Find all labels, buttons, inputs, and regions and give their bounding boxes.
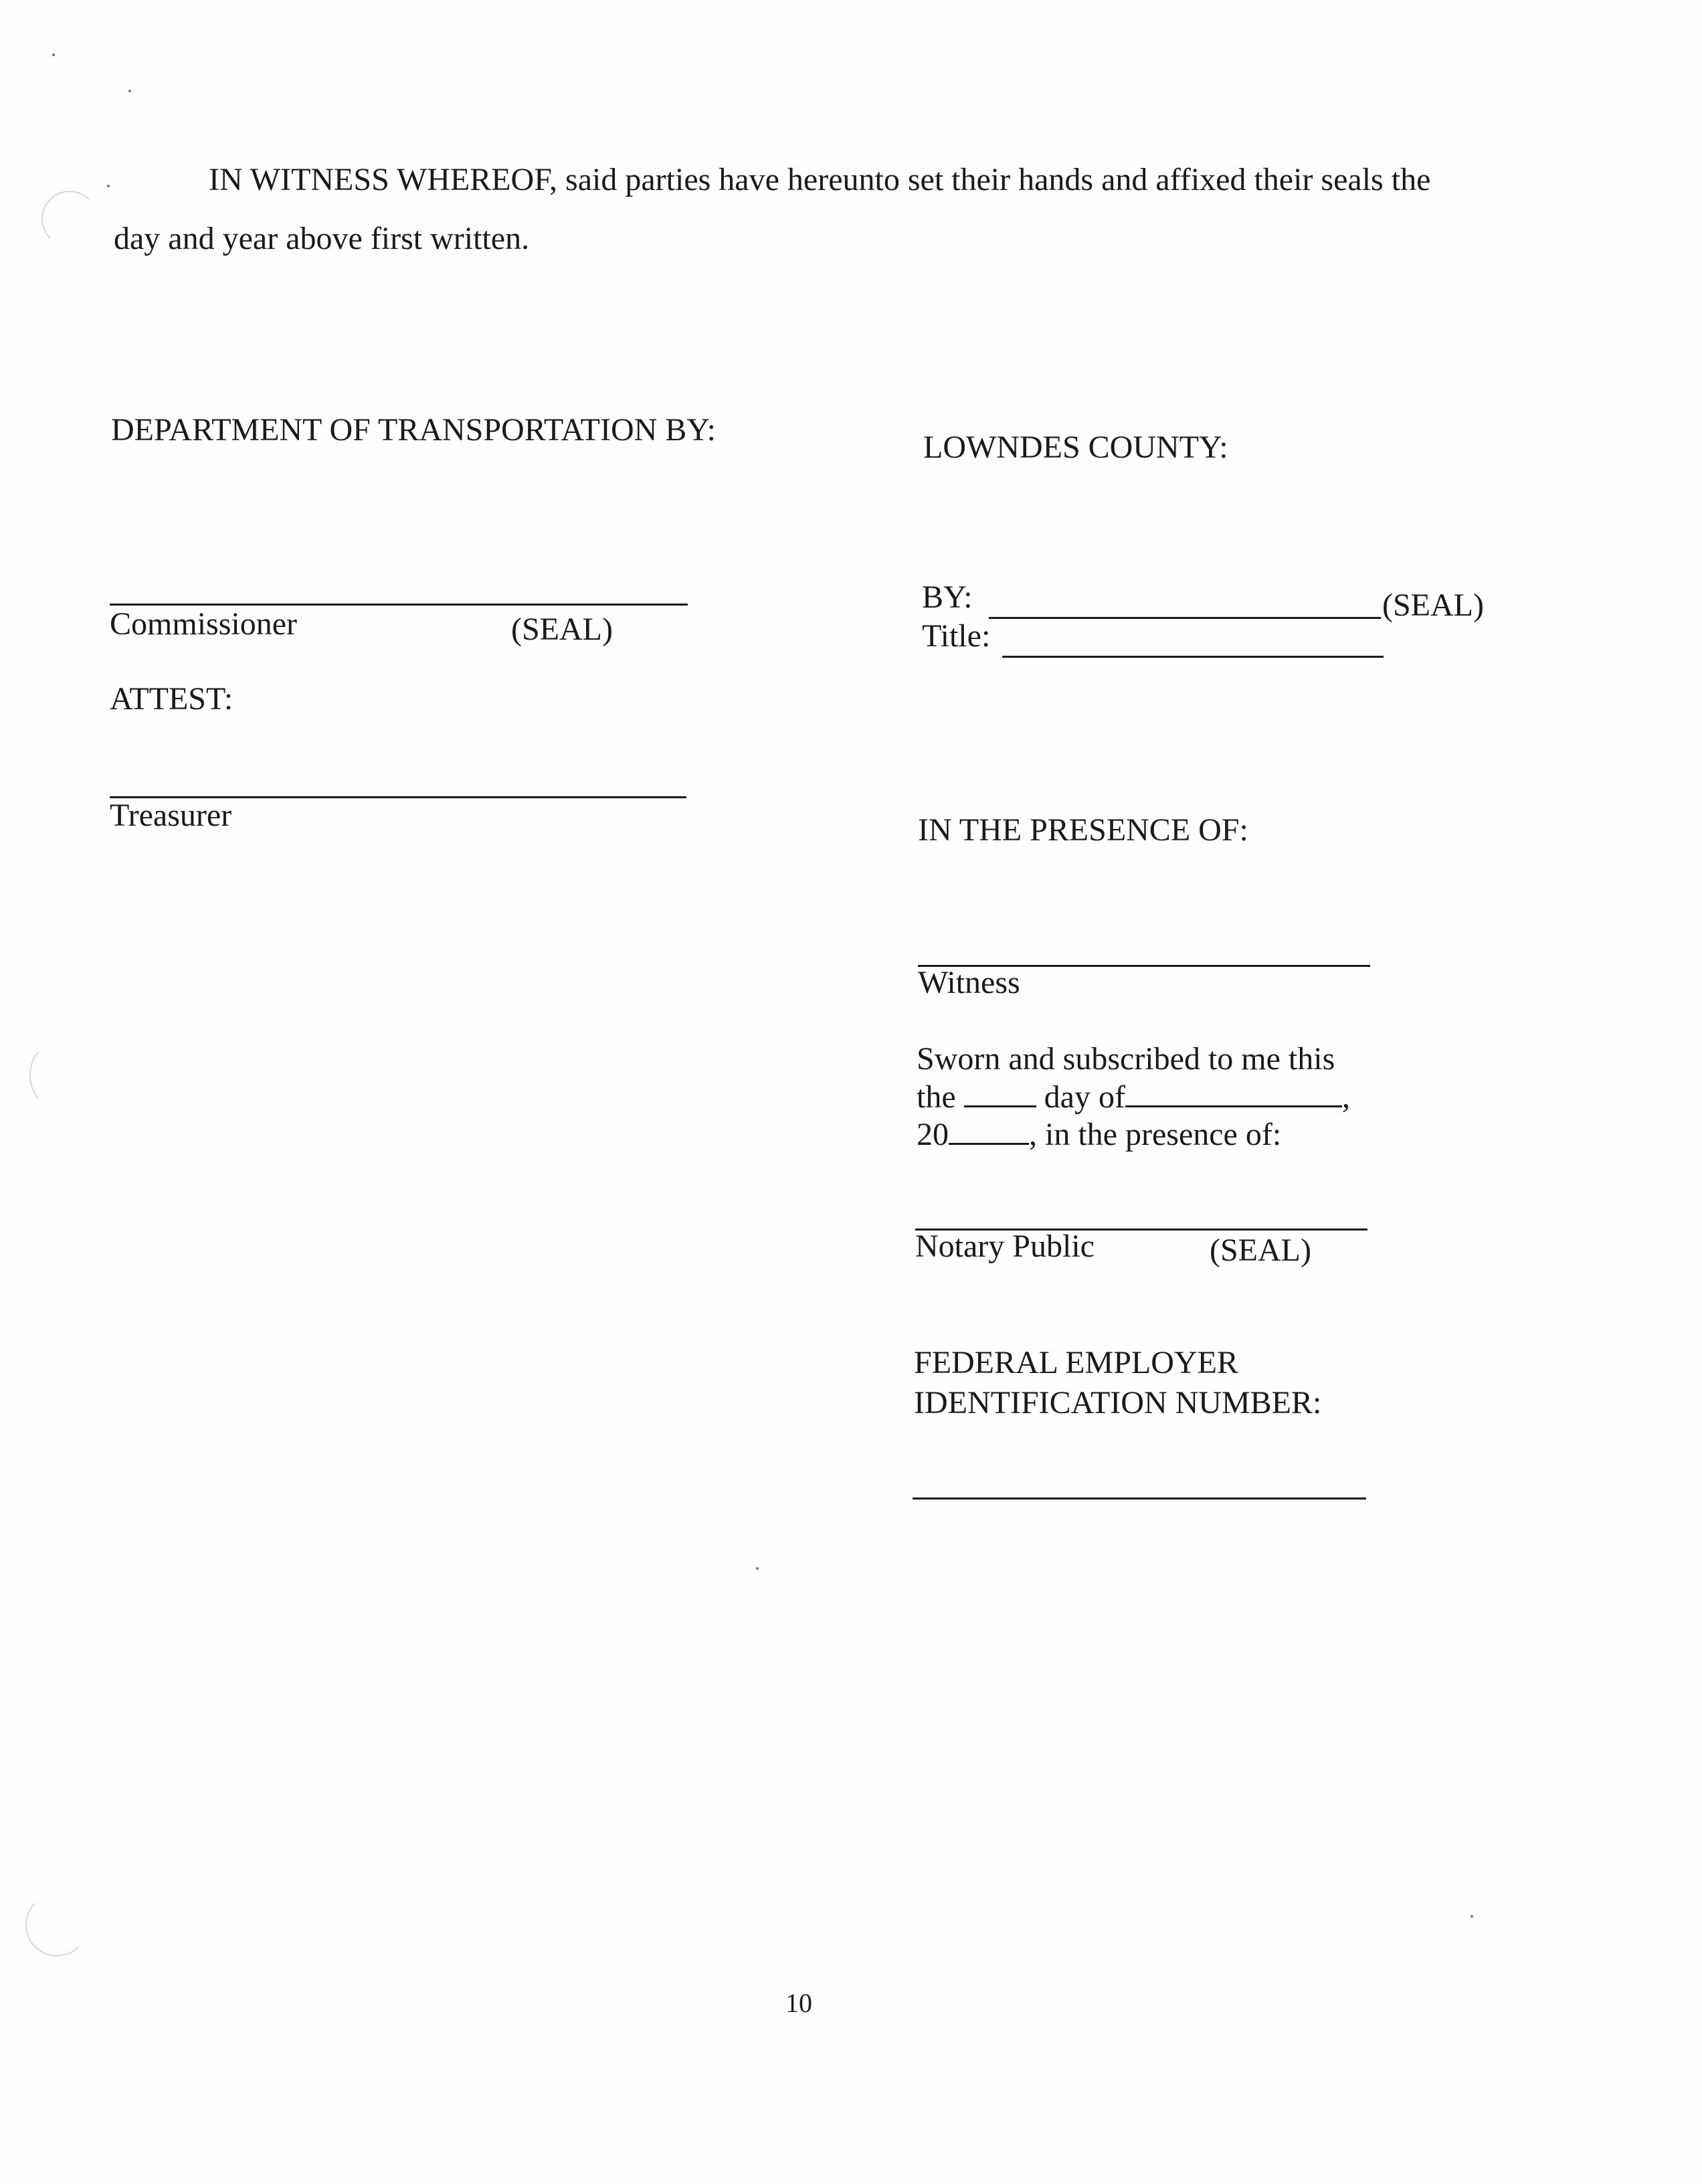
attest-label: ATTEST: <box>110 681 233 717</box>
scan-hole-mark-middle <box>29 1044 79 1107</box>
witness-paragraph-line-1 <box>209 161 1430 199</box>
scan-speck <box>756 1567 759 1570</box>
year-blank[interactable] <box>949 1115 1029 1145</box>
by-label: BY: <box>922 579 973 615</box>
county-heading: LOWNDES COUNTY: <box>923 430 1228 465</box>
scan-speck <box>1471 1915 1473 1918</box>
sworn-line-2: the day of , <box>917 1077 1350 1117</box>
day-blank[interactable] <box>964 1077 1036 1107</box>
fein-heading-line-1: FEDERAL EMPLOYER <box>914 1345 1238 1380</box>
sworn-line-3: 20 , in the presence of: <box>917 1115 1281 1154</box>
scan-speck <box>128 90 131 92</box>
scan-speck <box>52 54 55 56</box>
scan-hole-mark-top <box>41 191 98 247</box>
title-label: Title: <box>922 618 991 654</box>
commissioner-label: Commissioner <box>110 606 298 642</box>
witness-paragraph-start: IN WITNESS WHEREOF, said parties have hereunto set their hands and affixed their seals the <box>209 162 1431 197</box>
commissioner-seal-label: (SEAL) <box>511 612 613 647</box>
page-number: 10 <box>785 1988 812 2018</box>
witness-label: Witness <box>918 965 1020 1000</box>
fein-number-line[interactable] <box>913 1497 1366 1499</box>
treasurer-label: Treasurer <box>110 798 232 833</box>
by-signature-line[interactable] <box>989 617 1381 619</box>
notary-seal-label: (SEAL) <box>1210 1233 1311 1268</box>
by-seal-label: (SEAL) <box>1382 587 1484 623</box>
sworn-line-1: Sworn and subscribed to me this <box>917 1041 1335 1077</box>
month-blank[interactable] <box>1125 1077 1342 1107</box>
title-line[interactable] <box>1002 656 1384 658</box>
fein-heading-line-2: IDENTIFICATION NUMBER: <box>914 1385 1322 1421</box>
dot-heading: DEPARTMENT OF TRANSPORTATION BY: <box>111 412 716 448</box>
witness-paragraph-line-2: day and year above first written. <box>114 221 530 256</box>
presence-heading: IN THE PRESENCE OF: <box>918 812 1248 848</box>
scan-hole-mark-bottom <box>25 1894 88 1956</box>
scan-speck <box>107 185 110 187</box>
notary-label: Notary Public <box>915 1228 1095 1264</box>
